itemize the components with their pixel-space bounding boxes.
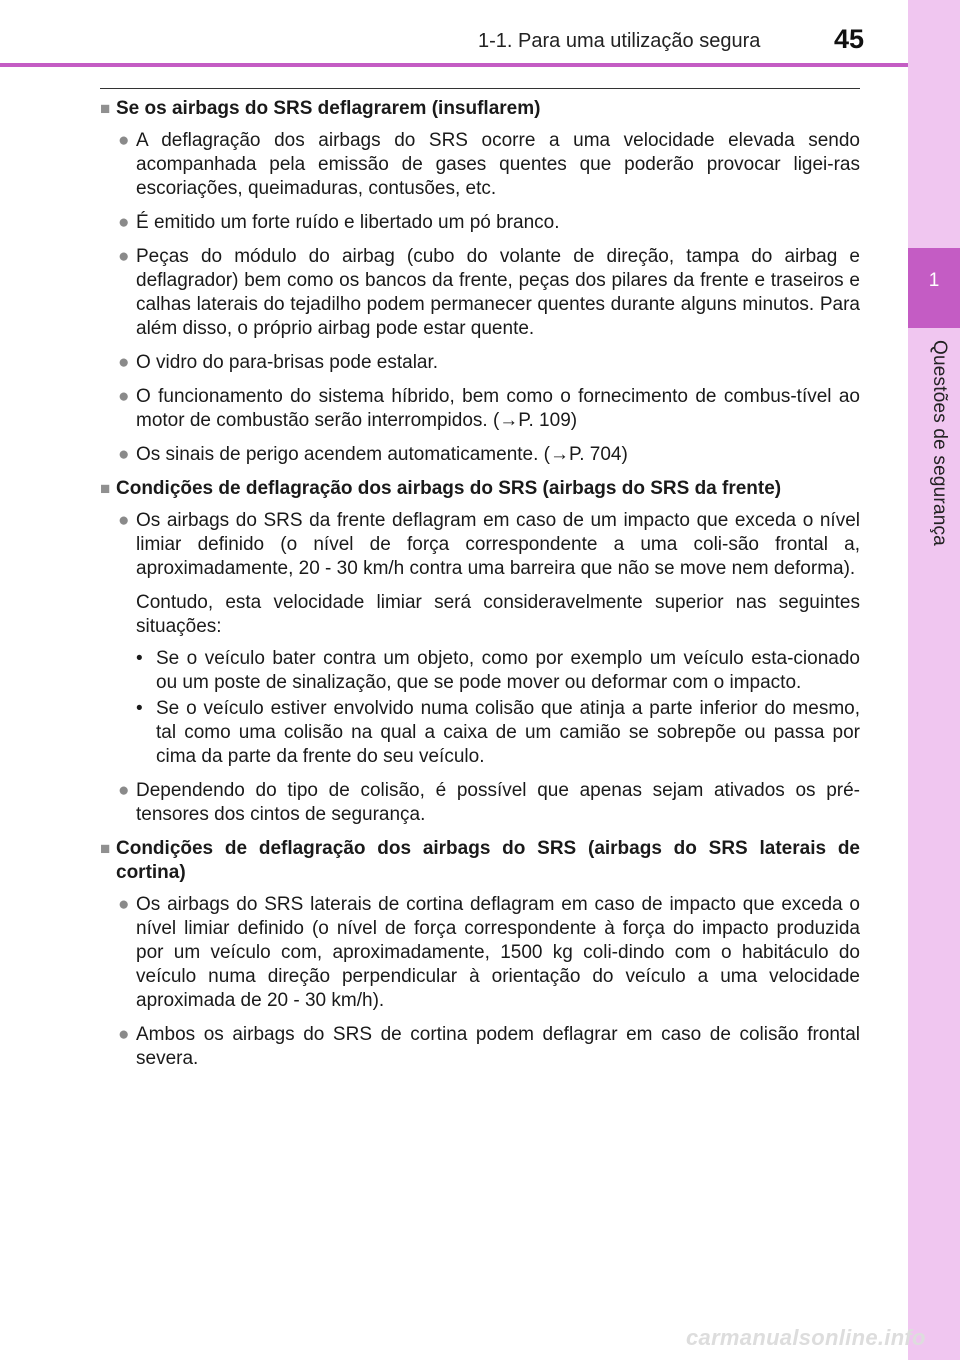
bullet-text-page-ref: Os sinais de perigo acendem automaticamente. (→P. 704) <box>136 444 628 465</box>
indented-paragraph: Contudo, esta velocidade limiar será consideravelmente superior nas seguintes situações: <box>136 592 860 637</box>
circle-bullet-icon: ● <box>118 130 130 151</box>
chapter-label: Questões de segurança <box>929 340 950 546</box>
square-marker-icon: ■ <box>100 99 111 118</box>
bullet-item <box>100 211 860 235</box>
chapter-number: 1 <box>928 270 940 291</box>
bullet-text: Os airbags do SRS da frente deflagram em caso de um impacto que exceda o nível limiar definido (o nível de força correspondente a uma coli-são frontal a, aproximadamente, 20 - 30 km/h contra uma barreira que não se move nem deforma). <box>136 510 860 579</box>
page-content <box>100 97 860 1081</box>
heading-text: Condições de deflagração dos airbags do SRS (airbags do SRS da frente) <box>116 478 782 499</box>
bullet-text: Peças do módulo do airbag (cubo do volante de direção, tampa do airbag e deflagrador) bem como os bancos da frente, peças dos pilares da frente e traseiros e calhas laterais do tejadilho podem permanecer quentes durante alguns minutos. Para além disso, o próprio airbag pode estar quente. <box>136 246 860 339</box>
bullet-item <box>100 385 860 433</box>
heading-text: Se os airbags do SRS deflagrarem (insuflarem) <box>116 98 541 119</box>
dot-bullet-icon: • <box>136 698 143 719</box>
heading-text: Condições de deflagração dos airbags do SRS (airbags do SRS laterais de cortina) <box>116 838 860 883</box>
section-heading <box>100 97 860 121</box>
header-section-title: 1-1. Para uma utilização segura <box>478 30 761 52</box>
sub-item <box>100 647 860 695</box>
bullet-text: Os airbags do SRS laterais de cortina deflagram em caso de impacto que exceda o nível limiar definido (o nível de força correspondente à força do impacto produzida por um veículo com, aproximadamente, 1500 kg coli-dindo com o habitáculo do veículo numa direção perpendicular à orientação do veículo a uma velocidade aproximada de 20 - 30 km/h). <box>136 894 860 1011</box>
bullet-text: O vidro do para-brisas pode estalar. <box>136 352 439 373</box>
bullet-item <box>100 351 860 375</box>
bullet-item <box>100 443 860 467</box>
circle-bullet-icon: ● <box>118 386 130 407</box>
page-number: 45 <box>834 24 865 54</box>
bullet-item <box>100 893 860 1013</box>
circle-bullet-icon: ● <box>118 212 130 233</box>
watermark: carmanualsonline.info <box>686 1325 926 1350</box>
bullet-item <box>100 779 860 827</box>
circle-bullet-icon: ● <box>118 352 130 373</box>
bullet-text: Ambos os airbags do SRS de cortina podem deflagrar em caso de colisão frontal severa. <box>136 1024 860 1069</box>
circle-bullet-icon: ● <box>118 510 130 531</box>
bullet-text: Dependendo do tipo de colisão, é possível que apenas sejam ativados os pré-tensores dos cintos de segurança. <box>136 780 860 825</box>
circle-bullet-icon: ● <box>118 246 130 267</box>
bullet-item <box>100 509 860 581</box>
bullet-text-page-ref: O funcionamento do sistema híbrido, bem como o fornecimento de combus-tível ao motor de combustão serão interrompidos. (→P. 109) <box>136 386 860 431</box>
bullet-item <box>100 1023 860 1071</box>
section-heading <box>100 837 860 885</box>
circle-bullet-icon: ● <box>118 894 130 915</box>
content-top-rule <box>100 88 860 89</box>
dot-bullet-icon: • <box>136 648 143 669</box>
bullet-text: É emitido um forte ruído e libertado um pó branco. <box>136 212 560 233</box>
chapter-side-tab <box>908 0 960 1360</box>
bullet-text: A deflagração dos airbags do SRS ocorre a uma velocidade elevada sendo acompanhada pela emissão de gases quentes que poderão provocar ligei-ras escoriações, queimaduras, contusões, etc. <box>136 130 860 199</box>
bullet-item <box>100 245 860 341</box>
sub-item <box>100 697 860 769</box>
sub-item-text: Se o veículo estiver envolvido numa colisão que atinja a parte inferior do mesmo, tal como uma colisão na qual a caixa de um camião se sobrepõe ou passa por cima da parte da frente do seu veículo. <box>156 698 860 767</box>
header-divider <box>0 63 908 67</box>
square-marker-icon: ■ <box>100 839 111 858</box>
section-heading <box>100 477 860 501</box>
circle-bullet-icon: ● <box>118 780 130 801</box>
bullet-item <box>100 129 860 201</box>
circle-bullet-icon: ● <box>118 1024 130 1045</box>
sub-item-text: Se o veículo bater contra um objeto, como por exemplo um veículo esta-cionado ou um poste de sinalização, que se pode mover ou deformar com o impacto. <box>156 648 860 693</box>
square-marker-icon: ■ <box>100 479 111 498</box>
circle-bullet-icon: ● <box>118 444 130 465</box>
